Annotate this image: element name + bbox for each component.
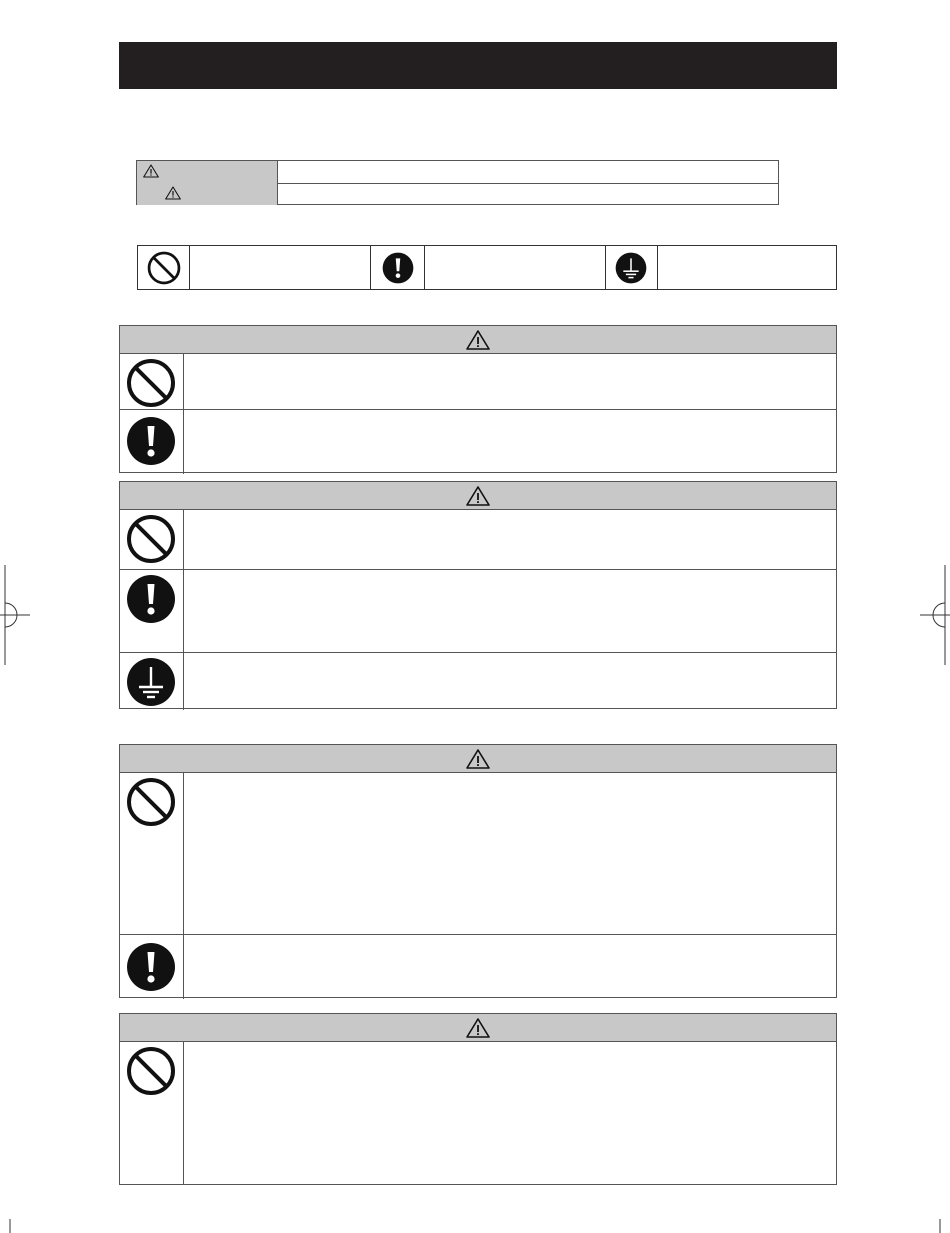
signal-word-legend	[136, 160, 779, 205]
warning-triangle-icon	[143, 164, 159, 178]
symbol-cell-prohibited	[138, 246, 190, 289]
section-row	[120, 409, 836, 474]
warning-triangle-icon	[466, 330, 490, 350]
symbol-legend	[137, 245, 837, 290]
section-row	[120, 773, 836, 934]
row-icon-cell	[120, 570, 184, 653]
legend-row-caution	[137, 183, 778, 205]
row-icon-cell	[120, 354, 184, 409]
crop-mark-bottom-left	[0, 1219, 12, 1233]
page-title-bar	[119, 42, 837, 89]
prohibited-icon	[126, 777, 176, 827]
legend-key-warning	[137, 161, 278, 183]
mandatory-icon	[126, 942, 176, 992]
warning-section-3	[119, 744, 837, 998]
prohibited-icon	[126, 1046, 176, 1096]
warning-section-4	[119, 1013, 837, 1185]
prohibited-icon	[126, 514, 176, 564]
row-icon-cell	[120, 410, 184, 474]
section-row	[120, 934, 836, 999]
symbol-label-prohibited	[189, 246, 371, 289]
section-header	[120, 326, 836, 354]
row-icon-cell	[120, 510, 184, 569]
warning-triangle-icon	[466, 749, 490, 769]
section-row	[120, 354, 836, 409]
section-row	[120, 1042, 836, 1185]
warning-section-2	[119, 481, 837, 709]
prohibited-icon	[147, 251, 181, 285]
section-header	[120, 482, 836, 510]
warning-triangle-icon	[466, 486, 490, 506]
symbol-label-mandatory	[424, 246, 606, 289]
legend-key-caution	[137, 183, 278, 205]
row-icon-cell	[120, 935, 184, 999]
row-icon-cell	[120, 653, 184, 710]
symbol-cell-ground	[605, 246, 658, 289]
registration-mark-left	[0, 565, 30, 665]
section-row	[120, 652, 836, 710]
warning-triangle-icon	[466, 1018, 490, 1038]
prohibited-icon	[126, 358, 176, 408]
mandatory-icon	[126, 416, 176, 466]
mandatory-icon	[126, 574, 176, 624]
caution-triangle-icon	[165, 186, 181, 200]
mandatory-icon	[382, 252, 414, 284]
section-header	[120, 745, 836, 773]
row-icon-cell	[120, 1042, 184, 1185]
warning-section-1	[119, 325, 837, 473]
registration-mark-right	[920, 565, 950, 665]
row-icon-cell	[120, 773, 184, 934]
ground-icon	[126, 657, 176, 707]
section-header	[120, 1014, 836, 1042]
crop-mark-bottom-right	[938, 1219, 950, 1233]
section-row	[120, 569, 836, 653]
legend-row-warning	[137, 161, 778, 184]
symbol-cell-mandatory	[370, 246, 425, 289]
section-row	[120, 510, 836, 569]
symbol-label-ground	[657, 246, 837, 289]
ground-icon	[615, 252, 647, 284]
